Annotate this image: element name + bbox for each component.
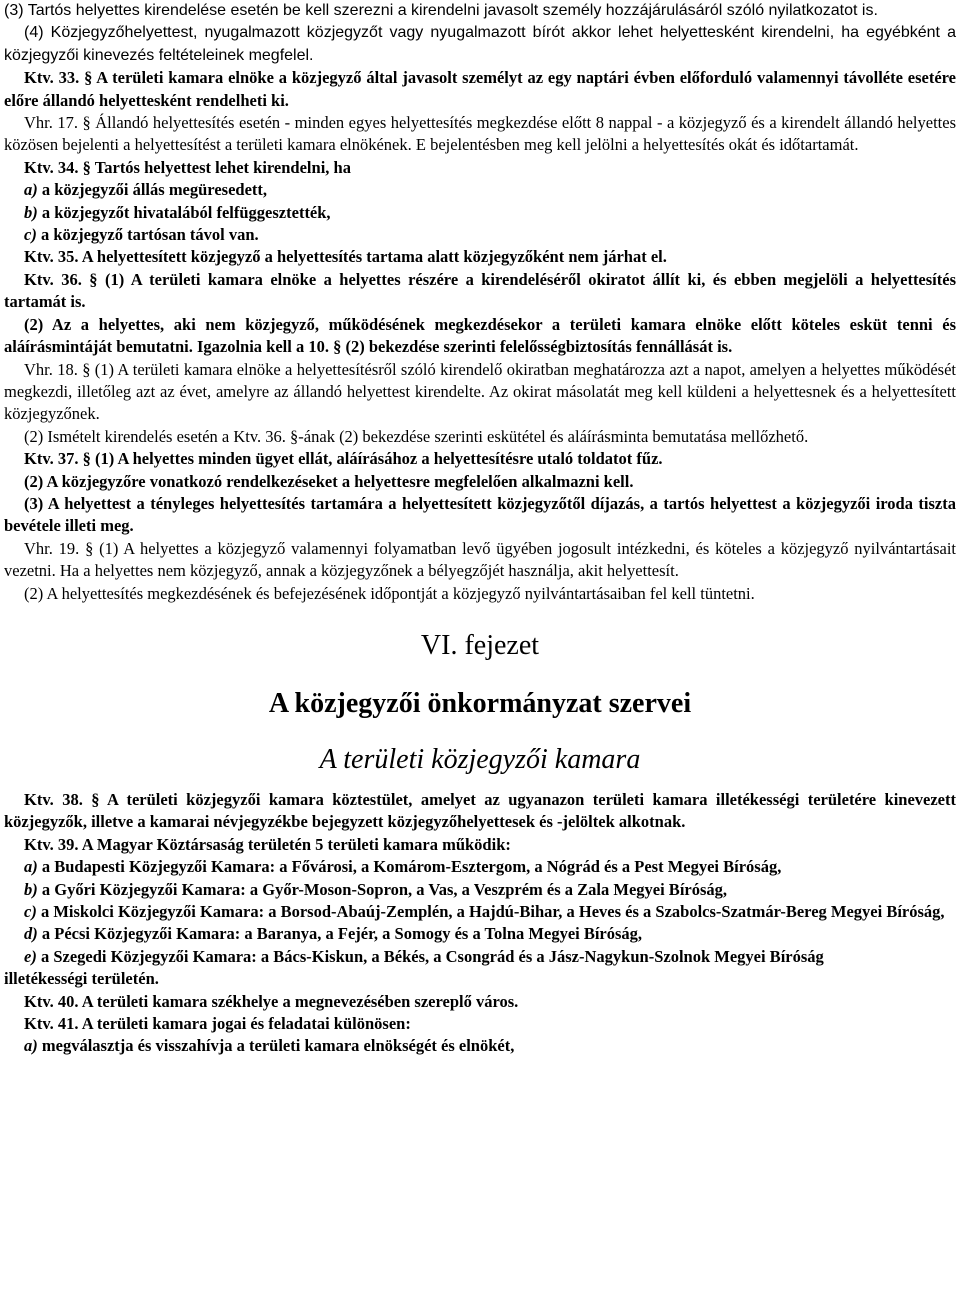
ktv-38-ref: Ktv. 38. <box>24 789 83 809</box>
ktv-36-text: § (1) A területi kamara elnöke a helyettes részére a kirendeléséről okiratot állít ki, és ebben megjelöli a helyettesítés tartamát is. <box>4 269 957 312</box>
section-vhr-19 <box>4 538 956 583</box>
ktv-34-text: § Tartós helyettest lehet kirendelni, ha <box>82 157 351 177</box>
vhr-18-ref: Vhr. 18. <box>24 359 78 379</box>
item-text: megválasztja és visszahívja a területi kamara elnökségét és elnökét, <box>41 1036 515 1056</box>
chapter-number: VI. fejezet <box>420 629 540 661</box>
section-vhr-18 <box>4 359 956 426</box>
ktv-40-text: A területi kamara székhelye a megnevezésében szereplő város. <box>81 991 519 1011</box>
ktv-38-text: § A területi közjegyzői kamara köztestület, amelyet az ugyanazon területi kamara illetékességi területére kinevezett közjegyzők, illetve a kamarai névjegyzékbe bejegyzett közjegyzőhelyettesek és -jelöltek alkotnak. <box>4 789 956 832</box>
item-label: e) <box>24 946 37 966</box>
ktv-37-paragraph-2: (2) A közjegyzőre vonatkozó rendelkezéseket a helyettesre megfelelően alkalmazni kell. <box>24 471 634 491</box>
item-label: a) <box>24 857 38 877</box>
ktv-39-closing: illetékességi területén. <box>4 969 159 989</box>
ktv-39-item-d <box>4 923 956 945</box>
document-page <box>4 0 956 1058</box>
vhr-17-text: § Állandó helyettesítés esetén - minden egyes helyettesítés megkezdése előtt 8 nappal - a közjegyző és a kirendelt állandó helyettes közösen bejelenti a helyettesítést a területi kamara elnökének. E bejelentésben meg kell jelölni a helyettesítés okát és időtartamát. <box>4 113 956 155</box>
ktv-39-text: A Magyar Köztársaság területén 5 területi kamara működik: <box>81 834 511 854</box>
section-ktv-34 <box>4 157 956 179</box>
ktv-39-ref: Ktv. 39. <box>24 834 79 854</box>
section-ktv-35 <box>4 246 956 268</box>
ktv-36-ref: Ktv. 36. <box>24 269 82 289</box>
item-label: c) <box>24 225 37 245</box>
vhr-19-ref: Vhr. 19. <box>24 538 80 558</box>
vhr-18-paragraph-2: (2) Ismételt kirendelés esetén a Ktv. 36. §-ának (2) bekezdése szerinti eskütétel és aláírásminta bemutatása mellőzhető. <box>24 426 809 446</box>
section-ktv-37 <box>4 448 956 470</box>
ktv-41-text: A területi kamara jogai és feladatai különösen: <box>81 1014 411 1034</box>
section-ktv-40 <box>4 991 956 1013</box>
ktv-34-item-c <box>4 224 956 246</box>
ktv-41-ref: Ktv. 41. <box>24 1014 79 1034</box>
item-label: d) <box>24 924 38 944</box>
section-vhr-17 <box>4 112 956 157</box>
ktv-37-text: § (1) A helyettes minden ügyet ellát, aláírásához a helyettesítésre utaló toldatot fűz. <box>82 449 663 469</box>
chapter-title: A közjegyzői önkormányzat szervei <box>268 687 692 719</box>
ktv-35-ref: Ktv. 35. <box>24 247 79 267</box>
vhr-19-paragraph-2: (2) A helyettesítés megkezdésének és befejezésének időpontját a közjegyző nyilvántartásaiban fel kell tüntetni. <box>24 583 755 603</box>
ktv-35-text: A helyettesített közjegyző a helyettesítés tartama alatt közjegyzőként nem járhat el. <box>81 247 667 267</box>
ktv-33-ref: Ktv. 33. <box>24 68 80 88</box>
vhr-18-text: § (1) A területi kamara elnöke a helyettesítésről szóló kirendelő okiratban meghatározza azt a napot, amelyen a helyettes működését megkezdi, illetőleg azt az évet, amelyre az állandó helyettest kirendelte. Az okirat másolatát meg kell küldeni a helyettesnek és a helyettesített közjegyzőnek. <box>4 359 957 424</box>
ktv-41-item-a <box>4 1035 956 1057</box>
paragraph-3: (3) Tartós helyettes kirendelése esetén be kell szerezni a kirendelni javasolt személy hozzájárulásáról szóló nyilatkozatot is. <box>4 2 878 19</box>
ktv-34-ref: Ktv. 34. <box>24 157 79 177</box>
item-label: a) <box>24 180 38 200</box>
item-text: a közjegyző tartósan távol van. <box>40 225 259 245</box>
item-text: a Pécsi Közjegyzői Kamara: a Baranya, a Fejér, a Somogy és a Tolna Megyei Bíróság, <box>41 924 643 944</box>
ktv-39-item-e <box>4 946 956 968</box>
section-ktv-39 <box>4 834 956 856</box>
vhr-17-ref: Vhr. 17. <box>24 113 78 133</box>
item-label: b) <box>24 202 38 222</box>
ktv-36-paragraph-2: (2) Az a helyettes, aki nem közjegyző, működésének megkezdésekor a területi kamara elnöke előtt köteles esküt tenni és aláírásmintáját bemutatni. Igazolnia kell a 10. § (2) bekezdése szerinti felelősségbiztosítás fennállását is. <box>4 314 956 357</box>
ktv-39-item-c <box>4 901 956 923</box>
ktv-34-item-b <box>4 202 956 224</box>
section-title: A területi közjegyzői kamara <box>319 743 641 775</box>
ktv-37-paragraph-3: (3) A helyettest a tényleges helyettesítés tartamára a helyettesített közjegyzőtől díjazás, a tartós helyettest a közjegyzői iroda tiszta bevétele illeti meg. <box>4 493 956 536</box>
item-label: b) <box>24 879 38 899</box>
ktv-39-item-a <box>4 856 956 878</box>
section-ktv-33 <box>4 67 956 112</box>
item-label: c) <box>24 902 37 921</box>
item-text: a közjegyzőt hivatalából felfüggesztették, <box>41 202 331 222</box>
item-text: a Győri Közjegyzői Kamara: a Győr-Moson-Sopron, a Vas, a Veszprém és a Zala Megyei Bíróság, <box>41 879 728 899</box>
ktv-33-text: § A területi kamara elnöke a közjegyző által javasolt személyt az egy naptári évben előforduló valamennyi távolléte esetére előre állandó helyettesként rendelheti ki. <box>4 68 957 110</box>
item-text: a Szegedi Közjegyzői Kamara: a Bács-Kiskun, a Békés, a Csongrád és a Jász-Nagykun-Szolnok Megyei Bíróság <box>40 946 824 966</box>
vhr-19-text: § (1) A helyettes a közjegyző valamennyi folyamatban levő ügyében jogosult intézkedni, és köteles a közjegyző nyilvántartásait vezetni. Ha a helyettes nem közjegyző, annak a közjegyzőnek a bélyegzőjét használja, akit helyettesít. <box>4 538 956 581</box>
ktv-34-item-a <box>4 179 956 201</box>
item-text: a Budapesti Közjegyzői Kamara: a Fővárosi, a Komárom-Esztergom, a Nógrád és a Pest Megyei Bíróság, <box>41 857 782 877</box>
section-ktv-36 <box>4 269 956 314</box>
ktv-37-ref: Ktv. 37. <box>24 449 79 469</box>
ktv-39-item-b <box>4 879 956 901</box>
item-label: a) <box>24 1036 38 1056</box>
ktv-40-ref: Ktv. 40. <box>24 991 79 1011</box>
item-text: a Miskolci Közjegyzői Kamara: a Borsod-Abaúj-Zemplén, a Hajdú-Bihar, a Heves és a Szabolcs-Szatmár-Bereg Megyei Bíróság, <box>40 902 945 921</box>
section-ktv-38 <box>4 789 956 834</box>
item-text: a közjegyzői állás megüresedett, <box>41 180 268 200</box>
paragraph-4: (4) Közjegyzőhelyettest, nyugalmazott közjegyzőt vagy nyugalmazott bírót akkor lehet helyettesként kirendelni, ha egyébként a közjegyzői kinevezés feltételeinek megfelel. <box>4 24 956 64</box>
section-ktv-41 <box>4 1013 956 1035</box>
